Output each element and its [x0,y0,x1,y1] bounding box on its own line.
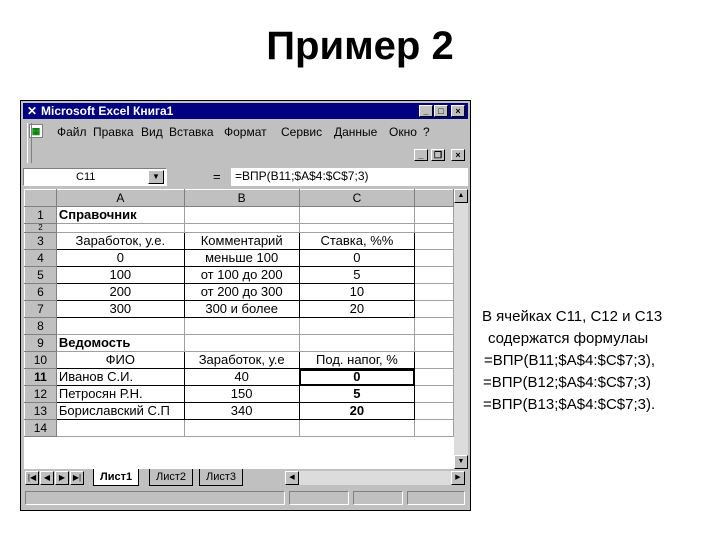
worksheet-grid [24,189,454,469]
cell[interactable] [415,250,454,267]
sheet-tabs-bar [23,469,468,487]
cell[interactable]: 300 и более [184,301,299,318]
cell[interactable]: 20 [299,403,415,420]
tab-sheet3[interactable]: Лист3 [199,469,243,486]
column-header-a[interactable]: A [56,190,184,207]
cell[interactable] [415,284,454,301]
scroll-down-icon[interactable]: ▼ [454,455,468,469]
title-bar[interactable] [23,103,468,119]
formula-bar [23,167,468,187]
workbook-icon[interactable]: ▦ [29,124,43,138]
excel-window [20,100,471,511]
note-line: =ВПР(B12;$A$4:$C$7;3) [483,374,651,391]
cell[interactable]: Заработок, у.е [184,352,299,369]
name-box[interactable]: C11 [23,168,167,186]
cell[interactable]: 40 [184,369,299,386]
cell[interactable]: 0 [299,250,415,267]
cell[interactable] [415,233,454,250]
last-sheet-icon[interactable]: ▶| [70,471,84,485]
cell[interactable] [415,267,454,284]
formula-input[interactable]: =ВПР(B11;$A$4:$C$7;3) [231,168,468,186]
menu-help[interactable]: ? [423,125,430,139]
cell[interactable] [299,420,415,437]
cell[interactable]: меньше 100 [184,250,299,267]
cell[interactable]: 5 [299,386,415,403]
note-line: =ВПР(B11;$A$4:$C$7;3), [484,352,656,369]
cell[interactable]: Бориславский С.П [56,403,184,420]
status-panel [353,491,403,505]
menu-tools[interactable]: Сервис [281,125,323,139]
cell[interactable] [56,224,184,233]
equals-sign[interactable]: = [213,169,221,184]
cell[interactable] [184,318,299,335]
select-all-corner[interactable] [25,190,57,207]
cell[interactable] [415,403,454,420]
cell[interactable] [415,352,454,369]
cell[interactable]: ФИО [56,352,184,369]
column-header-d[interactable] [415,190,454,207]
cell[interactable] [184,224,299,233]
cell[interactable] [415,335,454,352]
menu-window[interactable]: Окно [389,125,417,139]
menu-data[interactable]: Данные [334,125,378,139]
row-header[interactable]: 7 [25,301,57,318]
menu-edit[interactable]: Правка [93,125,134,139]
cell[interactable]: от 200 до 300 [184,284,299,301]
row-header[interactable]: 2 [25,224,57,233]
close-icon[interactable]: × [451,105,465,117]
cell[interactable] [415,420,454,437]
column-header-c[interactable]: C [299,190,415,207]
menu-file[interactable]: Файл [57,125,87,139]
row-header[interactable]: 9 [25,335,57,352]
note-line: В ячейках С11, С12 и С13 [482,308,663,325]
row-header[interactable]: 4 [25,250,57,267]
row-header[interactable]: 13 [25,403,57,420]
vertical-scrollbar[interactable] [454,189,468,469]
status-panel [407,491,465,505]
tab-sheet2[interactable]: Лист2 [149,469,193,486]
row-header[interactable]: 11 [25,369,57,386]
cell[interactable]: 340 [184,403,299,420]
row-header[interactable]: 14 [25,420,57,437]
slide-title: Пример 2 [266,24,454,68]
cell[interactable] [415,301,454,318]
cell[interactable] [415,207,454,224]
cell[interactable] [184,207,299,224]
row-header[interactable]: 10 [25,352,57,369]
cell[interactable]: 10 [299,284,415,301]
note-line: =ВПР(B13;$A$4:$C$7;3). [483,396,656,413]
row-header[interactable]: 8 [25,318,57,335]
row-header[interactable]: 12 [25,386,57,403]
cell[interactable]: от 100 до 200 [184,267,299,284]
cell[interactable]: 100 [56,267,184,284]
doc-restore-icon[interactable]: ❐ [431,149,445,161]
menu-bar [23,121,468,143]
cell[interactable]: 150 [184,386,299,403]
cell[interactable] [299,224,415,233]
cell[interactable]: Петросян Р.Н. [56,386,184,403]
row-header[interactable]: 1 [25,207,57,224]
cell[interactable]: Справочник [56,207,184,224]
scroll-up-icon[interactable]: ▲ [454,189,468,203]
active-cell-c11[interactable]: 0 [299,369,415,386]
status-bar [23,489,468,507]
horizontal-scrollbar[interactable] [285,471,465,485]
window-title: Microsoft Excel Книга1 [41,104,174,118]
status-panel [289,491,349,505]
menu-insert[interactable]: Вставка [169,125,214,139]
cell[interactable] [415,224,454,233]
cell[interactable] [299,335,415,352]
prev-sheet-icon[interactable]: ◀ [40,471,54,485]
row-header[interactable]: 5 [25,267,57,284]
cell[interactable]: Комментарий [184,233,299,250]
doc-close-icon[interactable]: × [451,149,465,161]
cell[interactable] [415,369,454,386]
cell[interactable]: 300 [56,301,184,318]
next-sheet-icon[interactable]: ▶ [55,471,69,485]
tab-sheet1[interactable]: Лист1 [93,469,139,486]
cell[interactable] [299,318,415,335]
maximize-icon[interactable]: □ [434,105,448,117]
cell[interactable]: Заработок, у.е. [56,233,184,250]
cell[interactable]: Ставка, %% [299,233,415,250]
cell[interactable]: 0 [56,250,184,267]
cell[interactable]: 20 [299,301,415,318]
toolbar-grip[interactable] [27,123,32,163]
first-sheet-icon[interactable]: |◀ [25,471,39,485]
cell[interactable]: 5 [299,267,415,284]
cell[interactable] [299,207,415,224]
cell[interactable] [184,420,299,437]
toolbar-area [23,145,468,167]
cell[interactable] [184,335,299,352]
status-message [25,491,285,505]
cell[interactable]: Под. напог, % [299,352,415,369]
cell[interactable] [415,386,454,403]
formula-note [478,306,713,416]
row-header[interactable]: 3 [25,233,57,250]
row-header[interactable]: 6 [25,284,57,301]
cell[interactable] [415,318,454,335]
minimize-icon[interactable]: _ [419,105,433,117]
menu-format[interactable]: Формат [224,125,267,139]
chevron-down-icon[interactable]: ▼ [148,170,164,184]
menu-view[interactable]: Вид [141,125,163,139]
column-header-b[interactable]: B [184,190,299,207]
note-line: содержатся формулаы [488,330,649,347]
cell[interactable]: Ведомость [56,335,184,352]
excel-x-icon[interactable]: ✕ [26,104,38,118]
scroll-right-icon[interactable]: ▶ [451,471,465,485]
cell-table [24,189,454,437]
cell[interactable]: Иванов С.И. [56,369,184,386]
scroll-left-icon[interactable]: ◀ [285,471,299,485]
cell[interactable]: 200 [56,284,184,301]
cell[interactable] [56,420,184,437]
doc-minimize-icon[interactable]: _ [414,149,428,161]
cell[interactable] [56,318,184,335]
